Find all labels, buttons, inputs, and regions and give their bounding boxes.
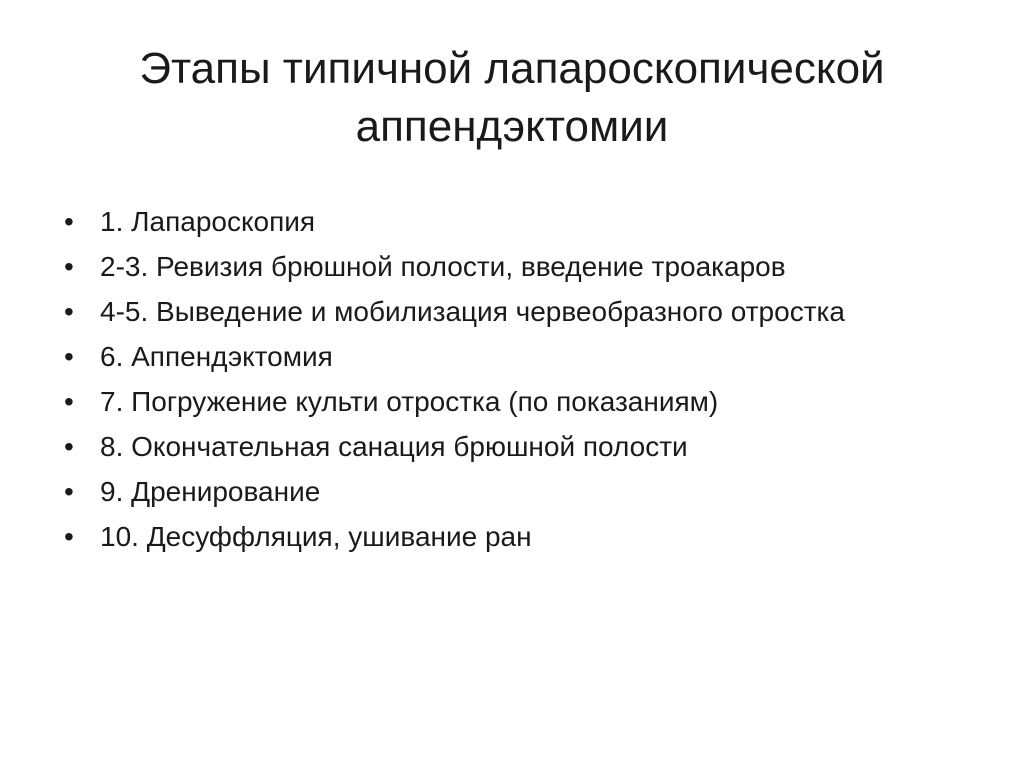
list-item	[64, 428, 964, 465]
list-item-text: 7. Погружение культи отростка (по показаниям)	[100, 386, 719, 417]
list-item	[64, 203, 964, 240]
list-item	[64, 518, 964, 555]
bullet-icon: •	[64, 341, 74, 372]
bullet-icon: •	[64, 296, 74, 327]
list-item-text: 8. Окончательная санация брюшной полости	[100, 431, 688, 462]
bullet-icon: •	[64, 206, 74, 237]
list-item	[64, 383, 964, 420]
list-item-text: 1. Лапароскопия	[100, 206, 316, 237]
bullet-icon: •	[64, 386, 74, 417]
bullet-icon: •	[64, 251, 74, 282]
slide-title-line-2: аппендэктомии	[355, 102, 669, 151]
list-item	[64, 338, 964, 375]
list-item	[64, 248, 964, 285]
list-item	[64, 473, 964, 510]
slide-title	[40, 40, 984, 156]
slide-title-line-1: Этапы типичной лапароскопической	[139, 44, 885, 93]
bullet-icon: •	[64, 476, 74, 507]
list-item-text: 10. Десуффляция, ушивание ран	[100, 521, 532, 552]
bullet-icon: •	[64, 521, 74, 552]
list-item	[64, 293, 964, 330]
list-item-text: 6. Аппендэктомия	[100, 341, 333, 372]
list-item-text: 9. Дренирование	[100, 476, 321, 507]
list-item-text: 2-3. Ревизия брюшной полости, введение троакаров	[100, 251, 786, 282]
bullet-icon: •	[64, 431, 74, 462]
list-item-text: 4-5. Выведение и мобилизация червеобразного отростка	[100, 296, 845, 327]
bullet-list	[64, 203, 964, 563]
